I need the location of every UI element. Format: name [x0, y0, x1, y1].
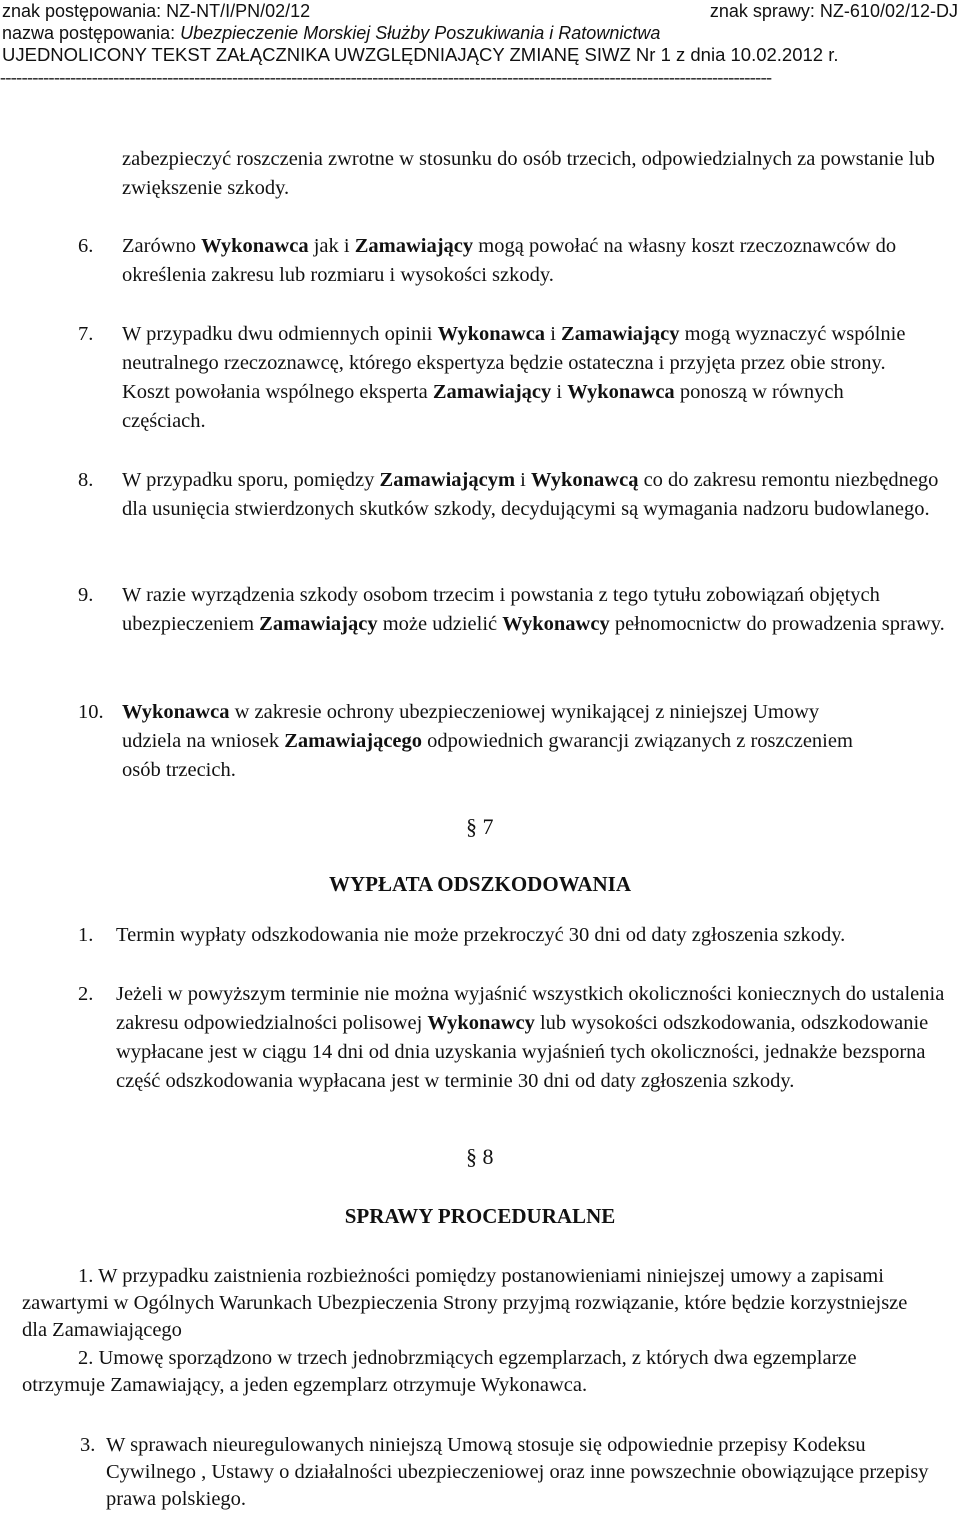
text-run: w zakresie ochrony ubezpieczeniowej wynikającej z niniejszej Umowy udziela na wniosek: [122, 701, 820, 752]
procedure-name-label: nazwa postępowania:: [2, 23, 181, 43]
item-number: 7.: [78, 323, 94, 345]
section7-title: WYPŁATA ODSZKODOWANIA: [328, 872, 631, 896]
party-name: Zamawiającego: [284, 730, 423, 752]
item-number: 8.: [78, 469, 94, 491]
party-name: Wykonawcą: [531, 469, 639, 491]
item-text: W sprawach nieuregulowanych niniejszą Umową stosuje się odpowiednie przepisy Kodeksu Cywilnego , Ustawy o działalności ubezpieczeniowej oraz inne powszechnie obowiązujące przepisy prawa polskiego.: [106, 1434, 929, 1510]
text-run: W przypadku dwu odmiennych opinii: [122, 323, 438, 345]
party-name: Wykonawca: [437, 323, 546, 345]
item-number: 6.: [78, 235, 94, 257]
text-run: Jeżeli w powyższym terminie nie można wyjaśnić wszystkich okoliczności koniecznych do ustalenia zakresu odpowiedzialności polisowej: [116, 983, 945, 1034]
text-run: ponoszą w równych częściach.: [122, 381, 844, 432]
item-number: 3.: [80, 1434, 96, 1456]
item-text: [122, 698, 882, 785]
case-code: znak sprawy: NZ-610/02/12-DJ: [709, 1, 958, 21]
item-number: 9.: [78, 584, 94, 606]
text-run: Termin wypłaty odszkodowania nie może przekroczyć 30 dni od daty zgłoszenia szkody.: [116, 924, 846, 946]
item-text: [122, 320, 922, 436]
item-text: [116, 980, 956, 1096]
party-name: Zamawiający: [432, 381, 552, 403]
procedure-code: znak postępowania: NZ-NT/I/PN/02/12: [2, 1, 311, 21]
party-name: Wykonawcy: [502, 613, 610, 635]
section8-paragraph-1: 1. W przypadku zaistnienia rozbieżności pomiędzy postanowieniami niniejszej umowy a zapisami zawartymi w Ogólnych Warunkach Ubezpieczenia Strony przyjmą rozwiązanie, które będzie korzystniejsze dla Zamawiającego: [22, 1265, 908, 1341]
party-name: Zamawiający: [561, 323, 680, 345]
item-text: [122, 232, 902, 290]
item-number: 1.: [78, 924, 94, 946]
party-name: Zamawiający: [354, 235, 474, 257]
text-run: może udzielić: [377, 613, 503, 635]
text-run: Zarówno: [122, 235, 202, 257]
party-name: Wykonawca: [122, 701, 230, 723]
item-text: [116, 921, 946, 950]
header-separator: -----------------------------------------------------------------------------------------------------------------------------------------------: [0, 67, 772, 87]
text-run: odpowiednich gwarancji związanych z roszczeniem osób trzecich.: [122, 730, 853, 781]
section8-paragraph-2: 2. Umowę sporządzono w trzech jednobrzmiących egzemplarzach, z których dwa egzemplarze otrzymuje Zamawiający, a jeden egzemplarz otrzymuje Wykonawca.: [22, 1347, 857, 1396]
text-run: pełnomocnictw do prowadzenia sprawy.: [609, 613, 945, 635]
text-run: jak i: [308, 235, 355, 257]
text-run: lub wysokości odszkodowania, odszkodowanie wypłacane jest w ciągu 14 dni od dnia uzyskania wyjaśnień tych okoliczności, jednakże bezsporna część odszkodowania wypłacana jest w terminie 30 dni od daty zgłoszenia szkody.: [116, 1012, 929, 1092]
party-name: Wykonawca: [567, 381, 675, 403]
text-run: i: [551, 381, 568, 403]
text-run: mogą wyznaczyć wspólnie neutralnego rzeczoznawcę, którego ekspertyza będzie ostateczna i przyjęta przez obie strony. Koszt powołania wspólnego eksperta: [122, 323, 906, 403]
section7-symbol-text: § 7: [466, 814, 494, 839]
procedure-name: Ubezpieczenie Morskiej Służby Poszukiwania i Ratownictwa: [180, 23, 661, 43]
item-number: 2.: [78, 983, 94, 1005]
text-run: W razie wyrządzenia szkody osobom trzecim i powstania z tego tytułu zobowiązań objętych ubezpieczeniem: [122, 584, 880, 635]
party-name: Wykonawca: [201, 235, 309, 257]
document-header-line3: UJEDNOLICONY TEKST ZAŁĄCZNIKA UWZGLĘDNIAJĄCY ZMIANĘ SIWZ Nr 1 z dnia 10.02.2012 r.: [2, 44, 839, 65]
continuation-text: zabezpieczyć roszczenia zwrotne w stosunku do osób trzecich, odpowiedzialnych za powstanie lub zwiększenie szkody.: [122, 148, 935, 199]
item-text: [122, 466, 958, 524]
text-run: mogą powołać na własny koszt rzeczoznawców do określenia zakresu lub rozmiaru i wysokości szkody.: [122, 235, 897, 286]
document-header-line2: [2, 22, 960, 44]
text-run: co do zakresu remontu niezbędnego dla usunięcia stwierdzonych skutków szkody, decydującymi są wymagania nadzoru budowlanego.: [122, 469, 939, 520]
item-number: 10.: [78, 701, 104, 723]
item-text: [122, 581, 952, 639]
section8-symbol-text: § 8: [466, 1144, 494, 1169]
party-name: Zamawiający: [259, 613, 378, 635]
party-name: Zamawiającym: [379, 469, 516, 491]
text-run: i: [515, 469, 531, 491]
party-name: Wykonawcy: [427, 1012, 535, 1034]
section8-title: SPRAWY PROCEDURALNE: [344, 1204, 616, 1228]
text-run: i: [545, 323, 562, 345]
text-run: W przypadku sporu, pomiędzy: [122, 469, 380, 491]
